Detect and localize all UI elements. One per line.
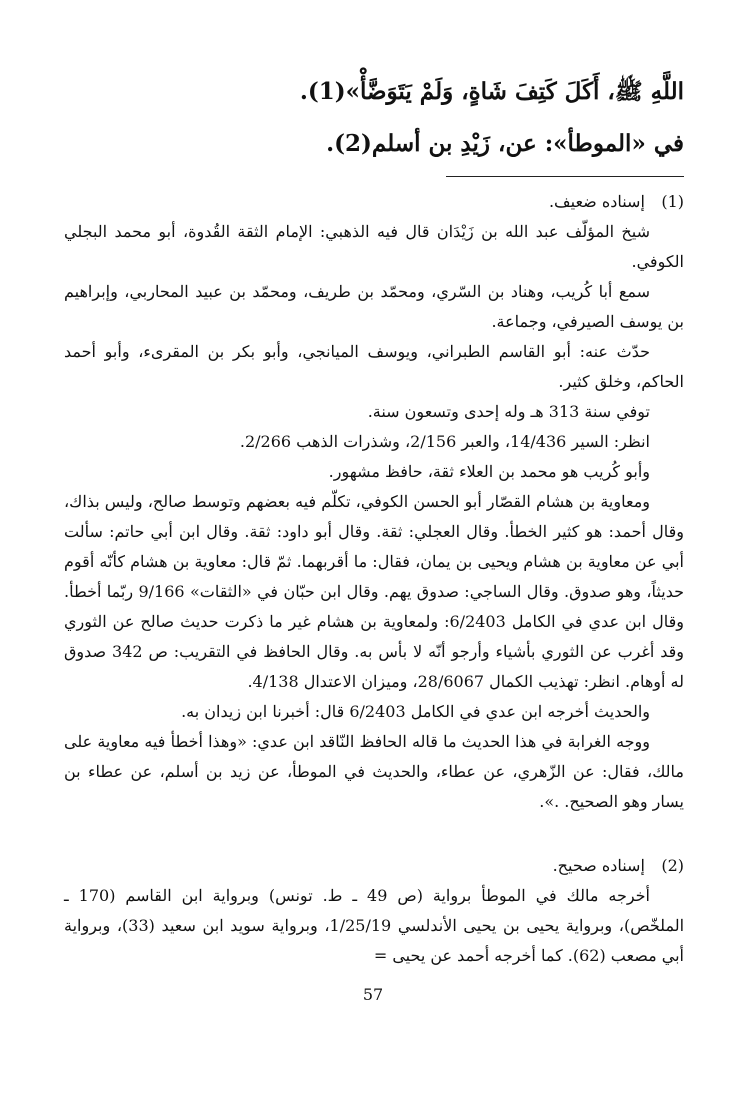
footnote-1-title: إسناده ضعيف. — [548, 192, 645, 211]
footnote-2-number: (2) — [661, 856, 684, 875]
main-text-line-2: في «الموطأ»: عن، زَيْدِ بن أسلم(2). — [326, 130, 684, 157]
footnote-1-paragraph: حدّث عنه: أبو القاسم الطبراني، ويوسف الميانجي، وأبو بكر بن المقرىء، وأبو أحمد الحاكم، وخلق كثير. — [64, 342, 684, 391]
footnote-1-paragraph: شيخ المؤلّف عبد الله بن زَيْدَان قال فيه الذهبي: الإمام الثقة القُدوة، أبو محمد البجلي الكوفي. — [64, 222, 684, 271]
footnote-1-number: (1) — [661, 192, 684, 211]
footnote-2-heading — [64, 851, 684, 881]
footnote-1-paragraph: انظر: السير 14/436، والعبر 2/156، وشذرات الذهب 2/266. — [239, 432, 650, 451]
footnote-1 — [64, 187, 684, 817]
footnote-1-paragraph: توفي سنة 313 هـ وله إحدى وتسعون سنة. — [367, 402, 650, 421]
footnote-2-title: إسناده صحيح. — [552, 856, 645, 875]
footnote-2-paragraph: أخرجه مالك في الموطأ برواية (ص 49 ـ ط. تونس) وبرواية ابن القاسم (170 ـ الملخّص)، وبرواية يحيى بن يحيى الأندلسي 1/25/19، وبرواية سويد ابن سعيد (33)، وبرواية أبي مصعب (62). كما أخرجه أحمد عن يحيى = — [64, 886, 685, 965]
footnote-1-paragraph: ومعاوية بن هشام القصّار أبو الحسن الكوفي، تكلّم فيه بعضهم وتوسط صالح، وليس بذاك، وقال أحمد: هو كثير الخطأ. وقال العجلي: ثقة. وقال أبو داود: ثقة. وقال ابن أبي حاتم: سألت أبي عن معاوية بن هشام ويحيى بن يمان، فقال: ما أقربهما. ثمّ قال: معاوية بن هشام كأنّه أقوم حديثاً، وهو صدوق. وقال الساجي: صدوق يهم. وقال ابن حبّان في «الثقات» 9/166 ربّما أخطأ. وقال ابن عدي في الكامل 6/2403: ولمعاوية بن هشام غير ما ذكرت حديث صالح عن الثوري وقد أغرب عن الثوري بأشياء وأرجو أنّه لا بأس به. وقال الحافظ في التقريب: ص 342 صدوق له أوهام. انظر: تهذيب الكمال 28/6067، وميزان الاعتدال 4/138. — [64, 492, 685, 691]
footnote-separator — [446, 176, 684, 177]
footnote-1-paragraph: وأبو كُريب هو محمد بن العلاء ثقة، حافظ مشهور. — [328, 462, 650, 481]
footnote-2 — [64, 851, 684, 971]
footnote-1-heading — [64, 187, 684, 217]
footnote-1-paragraph: والحديث أخرجه ابن عدي في الكامل 6/2403 قال: أخبرنا ابن زيدان به. — [181, 702, 650, 721]
footnote-1-paragraph: سمع أبا كُريب، وهناد بن السّري، ومحمّد بن طريف، ومحمّد بن عبيد المحاربي، وإبراهيم بن يوسف الصيرفي، وجماعة. — [64, 282, 684, 331]
page-number: 57 — [362, 985, 384, 1004]
footnote-1-paragraph: ووجه الغرابة في هذا الحديث ما قاله الحافظ النّاقد ابن عدي: «وهذا أخطأ فيه معاوية على مالك، فقال: عن الزّهري، عن عطاء، والحديث في الموطأ، عن زيد بن أسلم، عن عطاء بن يسار وهو الصحيح. .». — [64, 732, 684, 811]
main-text-line-1: اللَّهِ ﷺ، أَكَلَ كَتِفَ شَاةٍ، وَلَمْ يَتَوَضَّأْ»(1). — [299, 78, 684, 105]
